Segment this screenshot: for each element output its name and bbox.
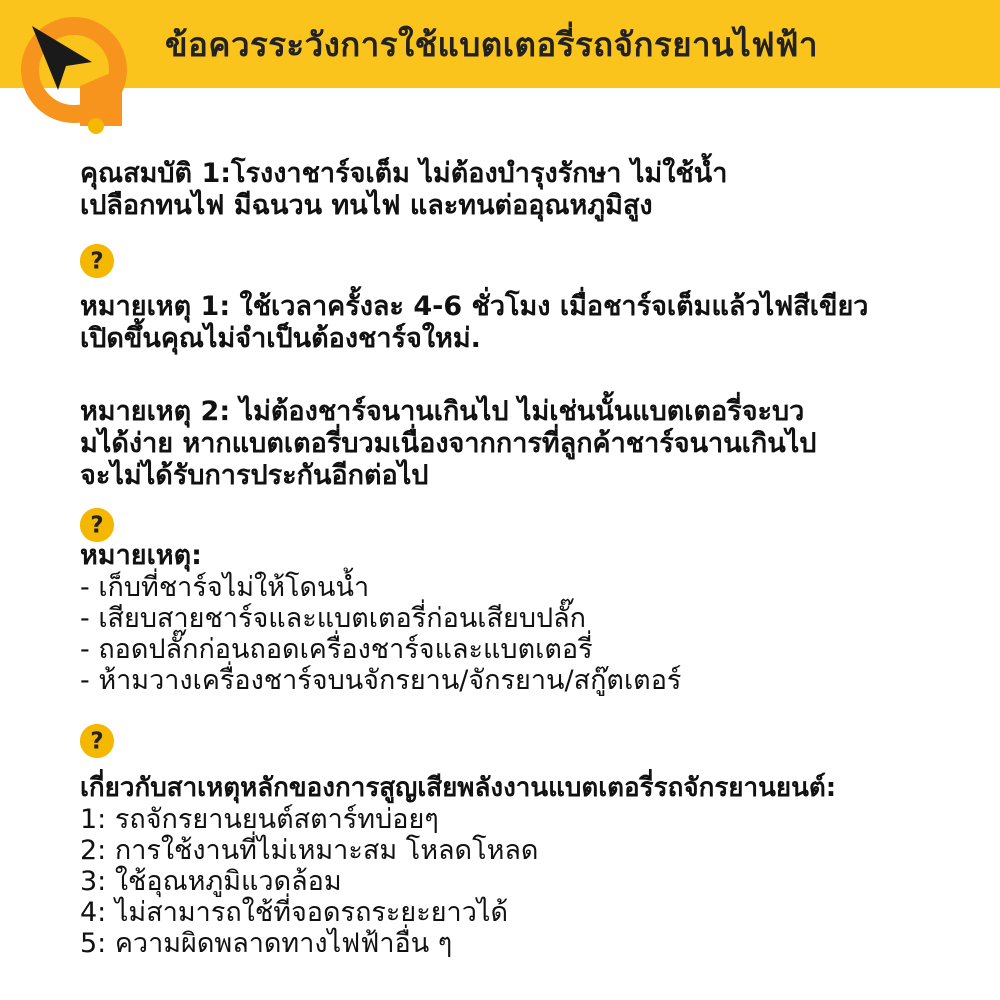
note1-block [80,291,868,355]
list-item: - ห้ามวางเครื่องชาร์จบนจักรยาน/จักรยาน/สกู๊ตเตอร์ [80,665,682,696]
note2-line-3: จะไม่ได้รับการประกันอีกต่อไป [80,460,429,491]
causes-heading: เกี่ยวกับสาเหตุหลักของการสูญเสียพลังงานแบตเตอรี่รถจักรยานยนต์: [80,773,837,803]
question-icon [78,722,116,760]
question-icon [78,242,116,280]
list-item: - ถอดปลั๊กก่อนถอดเครื่องชาร์จและแบตเตอรี่ [80,634,593,665]
note3-block [80,540,681,696]
question-icon [78,506,116,544]
list-item: 3: ใช้อุณหภูมิแวดล้อม [80,866,342,897]
list-item: - เสียบสายชาร์จและแบตเตอรี่ก่อนเสียบปลั๊ก [80,603,586,634]
svg-text:?: ? [90,512,104,539]
features-line-1: คุณสมบัติ 1:โรงงาชาร์จเต็ม ไม่ต้องบำรุงรักษา ไม่ใช้น้ำ [80,158,728,189]
list-item: 5: ความผิดพลาดทางไฟฟ้าอื่น ๆ [80,928,453,959]
svg-text:?: ? [90,248,104,275]
list-item: 4: ไม่สามารถใช้ที่จอดรถระยะยาวได้ [80,897,508,928]
note2-line-1: หมายเหตุ 2: ไม่ต้องชาร์จนานเกินไป ไม่เช่นนั้นแบตเตอรี่จะบว [80,396,805,427]
note2-line-2: มได้ง่าย หากแบตเตอรี่บวมเนื่องจากการที่ลูกค้าชาร์จนานเกินไป [80,428,817,459]
note1-line-2: เปิดขึ้นคุณไม่จำเป็นต้องชาร์จใหม่. [80,323,481,354]
page-title: ข้อควรระวังการใช้แบตเตอรี่รถจักรยานไฟฟ้า [165,25,818,64]
features-block [80,158,727,222]
svg-text:?: ? [90,728,104,755]
features-line-2: เปลือกทนไฟ มีฉนวน ทนไฟ และทนต่ออุณหภูมิสูง [80,190,653,221]
note2-block [80,396,816,492]
list-item: 2: การใช้งานที่ไม่เหมาะสม โหลดโหลด [80,835,539,866]
list-item: - เก็บที่ชาร์จไม่ให้โดนน้ำ [80,572,370,603]
arrow-cursor-logo-icon [18,8,136,136]
causes-block [80,772,836,959]
note3-heading: หมายเหตุ: [80,540,202,571]
list-item: 1: รถจักรยานยนต์สตาร์ทบ่อยๆ [80,804,439,835]
note1-line-1: หมายเหตุ 1: ใช้เวลาครั้งละ 4-6 ชั่วโมง เมื่อชาร์จเต็มแล้วไฟสีเขียว [80,291,869,322]
